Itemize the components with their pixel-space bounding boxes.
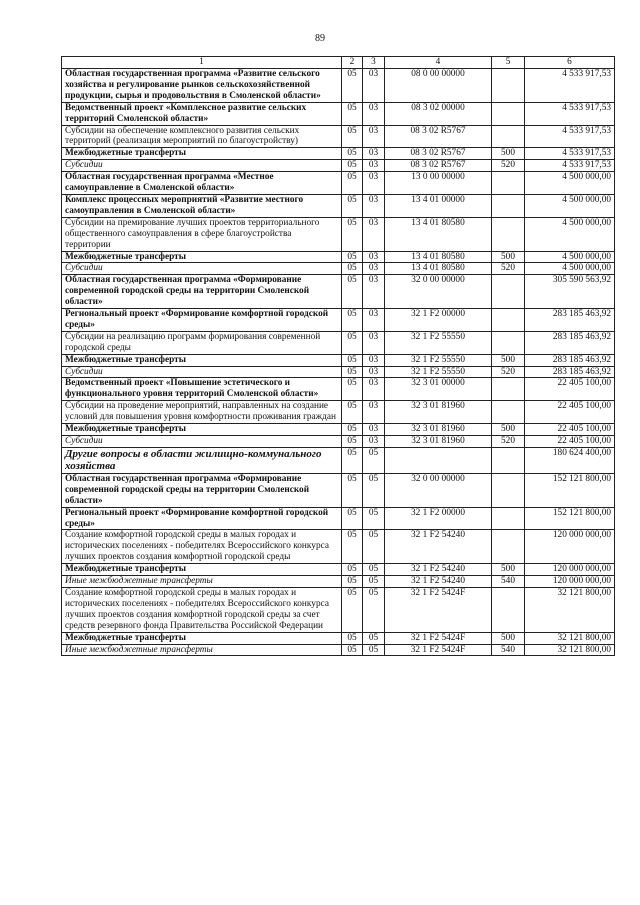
row-name-cell: Создание комфортной городской среды в малых городах и исторических поселениях - победителях Всероссийского конкурса лучших проектов создания комфортной городской среды за счет средств резервного фонда Правительства Российской Федерации bbox=[62, 587, 342, 632]
section-code-cell: 05 bbox=[342, 564, 363, 576]
section-code-cell: 05 bbox=[342, 587, 363, 632]
target-code-cell: 13 4 01 80580 bbox=[385, 251, 492, 263]
row-name-cell: Субсидии bbox=[62, 366, 342, 378]
subsection-code-cell: 03 bbox=[363, 160, 385, 172]
expense-type-cell bbox=[492, 275, 525, 309]
target-code-cell bbox=[385, 447, 492, 473]
subsection-code-cell: 03 bbox=[363, 125, 385, 148]
table-row bbox=[62, 436, 615, 448]
expense-type-cell bbox=[492, 217, 525, 251]
table-row bbox=[62, 378, 615, 401]
amount-cell: 152 121 800,00 bbox=[525, 473, 615, 507]
section-code-cell: 05 bbox=[342, 530, 363, 564]
target-code-cell: 08 3 02 R5767 bbox=[385, 160, 492, 172]
amount-cell: 22 405 100,00 bbox=[525, 378, 615, 401]
table-row bbox=[62, 644, 615, 656]
amount-cell: 4 500 000,00 bbox=[525, 217, 615, 251]
target-code-cell: 13 4 01 80580 bbox=[385, 217, 492, 251]
expense-type-cell bbox=[492, 172, 525, 195]
target-code-cell: 13 4 01 80580 bbox=[385, 263, 492, 275]
section-code-cell: 05 bbox=[342, 194, 363, 217]
expense-type-cell: 500 bbox=[492, 632, 525, 644]
subsection-code-cell: 03 bbox=[363, 378, 385, 401]
table-row bbox=[62, 576, 615, 588]
target-code-cell: 08 3 02 00000 bbox=[385, 102, 492, 125]
row-name-cell: Областная государственная программа «Формирование современной городской среды на территории Смоленской области» bbox=[62, 275, 342, 309]
table-row bbox=[62, 251, 615, 263]
amount-cell: 120 000 000,00 bbox=[525, 564, 615, 576]
section-code-cell: 05 bbox=[342, 217, 363, 251]
amount-cell: 4 533 917,53 bbox=[525, 69, 615, 103]
section-code-cell: 05 bbox=[342, 644, 363, 656]
header-cell: 2 bbox=[342, 57, 363, 69]
amount-cell: 22 405 100,00 bbox=[525, 424, 615, 436]
section-code-cell: 05 bbox=[342, 576, 363, 588]
row-name-cell: Межбюджетные трансферты bbox=[62, 354, 342, 366]
subsection-code-cell: 03 bbox=[363, 354, 385, 366]
budget-table bbox=[61, 56, 615, 656]
table-row bbox=[62, 125, 615, 148]
amount-cell: 283 185 463,92 bbox=[525, 366, 615, 378]
target-code-cell: 32 1 F2 54240 bbox=[385, 530, 492, 564]
subsection-code-cell: 05 bbox=[363, 632, 385, 644]
expense-type-cell bbox=[492, 507, 525, 530]
table-row bbox=[62, 401, 615, 424]
row-name-cell: Субсидии на премирование лучших проектов территориального общественного самоуправления в сфере благоустройства территории bbox=[62, 217, 342, 251]
row-name-cell: Областная государственная программа «Формирование современной городской среды на территории Смоленской области» bbox=[62, 473, 342, 507]
target-code-cell: 32 3 01 81960 bbox=[385, 424, 492, 436]
table-row bbox=[62, 160, 615, 172]
section-code-cell: 05 bbox=[342, 378, 363, 401]
amount-cell: 32 121 800,00 bbox=[525, 587, 615, 632]
row-name-cell: Субсидии bbox=[62, 160, 342, 172]
table-row bbox=[62, 447, 615, 473]
target-code-cell: 13 4 01 00000 bbox=[385, 194, 492, 217]
expense-type-cell: 520 bbox=[492, 160, 525, 172]
row-name-cell: Областная государственная программа «Развитие сельского хозяйства и регулирование рынков сельскохозяйственной продукции, сырья и продовольствия в Смоленской области» bbox=[62, 69, 342, 103]
section-code-cell: 05 bbox=[342, 69, 363, 103]
row-name-cell: Межбюджетные трансферты bbox=[62, 424, 342, 436]
amount-cell: 180 624 400,00 bbox=[525, 447, 615, 473]
amount-cell: 120 000 000,00 bbox=[525, 576, 615, 588]
table-row bbox=[62, 194, 615, 217]
section-code-cell: 05 bbox=[342, 632, 363, 644]
subsection-code-cell: 03 bbox=[363, 217, 385, 251]
amount-cell: 4 533 917,53 bbox=[525, 148, 615, 160]
section-code-cell: 05 bbox=[342, 331, 363, 354]
amount-cell: 4 500 000,00 bbox=[525, 263, 615, 275]
amount-cell: 283 185 463,92 bbox=[525, 331, 615, 354]
expense-type-cell: 500 bbox=[492, 251, 525, 263]
row-name-cell: Субсидии bbox=[62, 436, 342, 448]
subsection-code-cell: 03 bbox=[363, 263, 385, 275]
table-row bbox=[62, 309, 615, 332]
table-row bbox=[62, 564, 615, 576]
row-name-cell: Ведомственный проект «Комплексное развитие сельских территорий Смоленской области» bbox=[62, 102, 342, 125]
row-name-cell: Межбюджетные трансферты bbox=[62, 632, 342, 644]
subsection-code-cell: 03 bbox=[363, 424, 385, 436]
table-row bbox=[62, 69, 615, 103]
target-code-cell: 32 1 F2 55550 bbox=[385, 366, 492, 378]
subsection-code-cell: 05 bbox=[363, 507, 385, 530]
subsection-code-cell: 03 bbox=[363, 436, 385, 448]
subsection-code-cell: 05 bbox=[363, 644, 385, 656]
table-row bbox=[62, 217, 615, 251]
section-code-cell: 05 bbox=[342, 309, 363, 332]
section-code-cell: 05 bbox=[342, 424, 363, 436]
table-row bbox=[62, 275, 615, 309]
amount-cell: 120 000 000,00 bbox=[525, 530, 615, 564]
table-row bbox=[62, 263, 615, 275]
section-code-cell: 05 bbox=[342, 102, 363, 125]
amount-cell: 4 500 000,00 bbox=[525, 172, 615, 195]
row-name-cell: Создание комфортной городской среды в малых городах и исторических поселениях - победителях Всероссийского конкурса лучших проектов создания комфортной городской среды bbox=[62, 530, 342, 564]
amount-cell: 4 533 917,53 bbox=[525, 160, 615, 172]
section-code-cell: 05 bbox=[342, 473, 363, 507]
subsection-code-cell: 05 bbox=[363, 564, 385, 576]
amount-cell: 4 533 917,53 bbox=[525, 102, 615, 125]
header-cell: 1 bbox=[62, 57, 342, 69]
target-code-cell: 32 0 00 00000 bbox=[385, 473, 492, 507]
expense-type-cell: 500 bbox=[492, 148, 525, 160]
section-code-cell: 05 bbox=[342, 160, 363, 172]
row-name-cell: Межбюджетные трансферты bbox=[62, 148, 342, 160]
target-code-cell: 32 1 F2 5424F bbox=[385, 644, 492, 656]
subsection-code-cell: 05 bbox=[363, 473, 385, 507]
expense-type-cell: 540 bbox=[492, 644, 525, 656]
expense-type-cell bbox=[492, 378, 525, 401]
subsection-code-cell: 03 bbox=[363, 102, 385, 125]
expense-type-cell: 500 bbox=[492, 564, 525, 576]
section-code-cell: 05 bbox=[342, 125, 363, 148]
target-code-cell: 32 1 F2 54240 bbox=[385, 576, 492, 588]
section-code-cell: 05 bbox=[342, 401, 363, 424]
expense-type-cell bbox=[492, 401, 525, 424]
target-code-cell: 32 0 00 00000 bbox=[385, 275, 492, 309]
expense-type-cell bbox=[492, 125, 525, 148]
table-header-row bbox=[62, 57, 615, 69]
row-name-cell: Субсидии bbox=[62, 263, 342, 275]
header-cell: 5 bbox=[492, 57, 525, 69]
section-code-cell: 05 bbox=[342, 251, 363, 263]
target-code-cell: 32 1 F2 55550 bbox=[385, 354, 492, 366]
amount-cell: 22 405 100,00 bbox=[525, 436, 615, 448]
expense-type-cell: 520 bbox=[492, 366, 525, 378]
expense-type-cell bbox=[492, 309, 525, 332]
target-code-cell: 32 1 F2 00000 bbox=[385, 309, 492, 332]
row-name-cell: Межбюджетные трансферты bbox=[62, 564, 342, 576]
subsection-code-cell: 05 bbox=[363, 530, 385, 564]
section-code-cell: 05 bbox=[342, 507, 363, 530]
amount-cell: 32 121 800,00 bbox=[525, 632, 615, 644]
section-code-cell: 05 bbox=[342, 148, 363, 160]
section-code-cell: 05 bbox=[342, 366, 363, 378]
subsection-code-cell: 03 bbox=[363, 194, 385, 217]
subsection-code-cell: 03 bbox=[363, 401, 385, 424]
subsection-code-cell: 03 bbox=[363, 69, 385, 103]
expense-type-cell: 540 bbox=[492, 576, 525, 588]
expense-type-cell bbox=[492, 473, 525, 507]
table-row bbox=[62, 148, 615, 160]
amount-cell: 4 533 917,53 bbox=[525, 125, 615, 148]
section-code-cell: 05 bbox=[342, 354, 363, 366]
amount-cell: 32 121 800,00 bbox=[525, 644, 615, 656]
target-code-cell: 32 1 F2 54240 bbox=[385, 564, 492, 576]
subsection-code-cell: 05 bbox=[363, 447, 385, 473]
row-name-cell: Иные межбюджетные трансферты bbox=[62, 576, 342, 588]
header-cell: 6 bbox=[525, 57, 615, 69]
expense-type-cell bbox=[492, 69, 525, 103]
subsection-code-cell: 05 bbox=[363, 576, 385, 588]
section-code-cell: 05 bbox=[342, 436, 363, 448]
amount-cell: 152 121 800,00 bbox=[525, 507, 615, 530]
amount-cell: 4 500 000,00 bbox=[525, 194, 615, 217]
expense-type-cell bbox=[492, 102, 525, 125]
expense-type-cell: 520 bbox=[492, 263, 525, 275]
table-row bbox=[62, 172, 615, 195]
row-name-cell: Другие вопросы в области жилищно-коммунального хозяйства bbox=[62, 447, 342, 473]
expense-type-cell bbox=[492, 447, 525, 473]
target-code-cell: 32 3 01 00000 bbox=[385, 378, 492, 401]
row-name-cell: Субсидии на реализацию программ формирования современной городской среды bbox=[62, 331, 342, 354]
row-name-cell: Межбюджетные трансферты bbox=[62, 251, 342, 263]
header-cell: 4 bbox=[385, 57, 492, 69]
table-row bbox=[62, 507, 615, 530]
expense-type-cell bbox=[492, 587, 525, 632]
target-code-cell: 32 3 01 81960 bbox=[385, 401, 492, 424]
amount-cell: 283 185 463,92 bbox=[525, 309, 615, 332]
table-row bbox=[62, 331, 615, 354]
table-row bbox=[62, 587, 615, 632]
amount-cell: 305 590 563,92 bbox=[525, 275, 615, 309]
expense-type-cell: 500 bbox=[492, 424, 525, 436]
amount-cell: 283 185 463,92 bbox=[525, 354, 615, 366]
target-code-cell: 32 1 F2 55550 bbox=[385, 331, 492, 354]
row-name-cell: Субсидии на обеспечение комплексного развития сельских территорий (реализация мероприятий по благоустройству) bbox=[62, 125, 342, 148]
subsection-code-cell: 03 bbox=[363, 309, 385, 332]
target-code-cell: 32 3 01 81960 bbox=[385, 436, 492, 448]
table-row bbox=[62, 632, 615, 644]
expense-type-cell bbox=[492, 194, 525, 217]
subsection-code-cell: 03 bbox=[363, 148, 385, 160]
row-name-cell: Областная государственная программа «Местное самоуправление в Смоленской области» bbox=[62, 172, 342, 195]
header-cell: 3 bbox=[363, 57, 385, 69]
expense-type-cell bbox=[492, 331, 525, 354]
row-name-cell: Региональный проект «Формирование комфортной городской среды» bbox=[62, 309, 342, 332]
section-code-cell: 05 bbox=[342, 447, 363, 473]
expense-type-cell: 500 bbox=[492, 354, 525, 366]
target-code-cell: 08 3 02 R5767 bbox=[385, 148, 492, 160]
subsection-code-cell: 03 bbox=[363, 331, 385, 354]
subsection-code-cell: 03 bbox=[363, 172, 385, 195]
table-row bbox=[62, 354, 615, 366]
target-code-cell: 32 1 F2 00000 bbox=[385, 507, 492, 530]
expense-type-cell bbox=[492, 530, 525, 564]
row-name-cell: Комплекс процессных мероприятий «Развитие местного самоуправления в Смоленской области» bbox=[62, 194, 342, 217]
amount-cell: 22 405 100,00 bbox=[525, 401, 615, 424]
row-name-cell: Субсидии на проведение мероприятий, направленных на создание условий для повышения уровня комфортности проживания граждан bbox=[62, 401, 342, 424]
table-row bbox=[62, 424, 615, 436]
target-code-cell: 13 0 00 00000 bbox=[385, 172, 492, 195]
row-name-cell: Ведомственный проект «Повышение эстетического и функционального уровня территорий Смоленской области» bbox=[62, 378, 342, 401]
target-code-cell: 32 1 F2 5424F bbox=[385, 587, 492, 632]
section-code-cell: 05 bbox=[342, 172, 363, 195]
table-row bbox=[62, 473, 615, 507]
expense-type-cell: 520 bbox=[492, 436, 525, 448]
table-row bbox=[62, 102, 615, 125]
subsection-code-cell: 05 bbox=[363, 587, 385, 632]
subsection-code-cell: 03 bbox=[363, 251, 385, 263]
section-code-cell: 05 bbox=[342, 263, 363, 275]
table-row bbox=[62, 530, 615, 564]
amount-cell: 4 500 000,00 bbox=[525, 251, 615, 263]
page-number: 89 bbox=[315, 33, 325, 44]
subsection-code-cell: 03 bbox=[363, 366, 385, 378]
target-code-cell: 08 0 00 00000 bbox=[385, 69, 492, 103]
row-name-cell: Иные межбюджетные трансферты bbox=[62, 644, 342, 656]
section-code-cell: 05 bbox=[342, 275, 363, 309]
target-code-cell: 32 1 F2 5424F bbox=[385, 632, 492, 644]
target-code-cell: 08 3 02 R5767 bbox=[385, 125, 492, 148]
table-row bbox=[62, 366, 615, 378]
row-name-cell: Региональный проект «Формирование комфортной городской среды» bbox=[62, 507, 342, 530]
subsection-code-cell: 03 bbox=[363, 275, 385, 309]
